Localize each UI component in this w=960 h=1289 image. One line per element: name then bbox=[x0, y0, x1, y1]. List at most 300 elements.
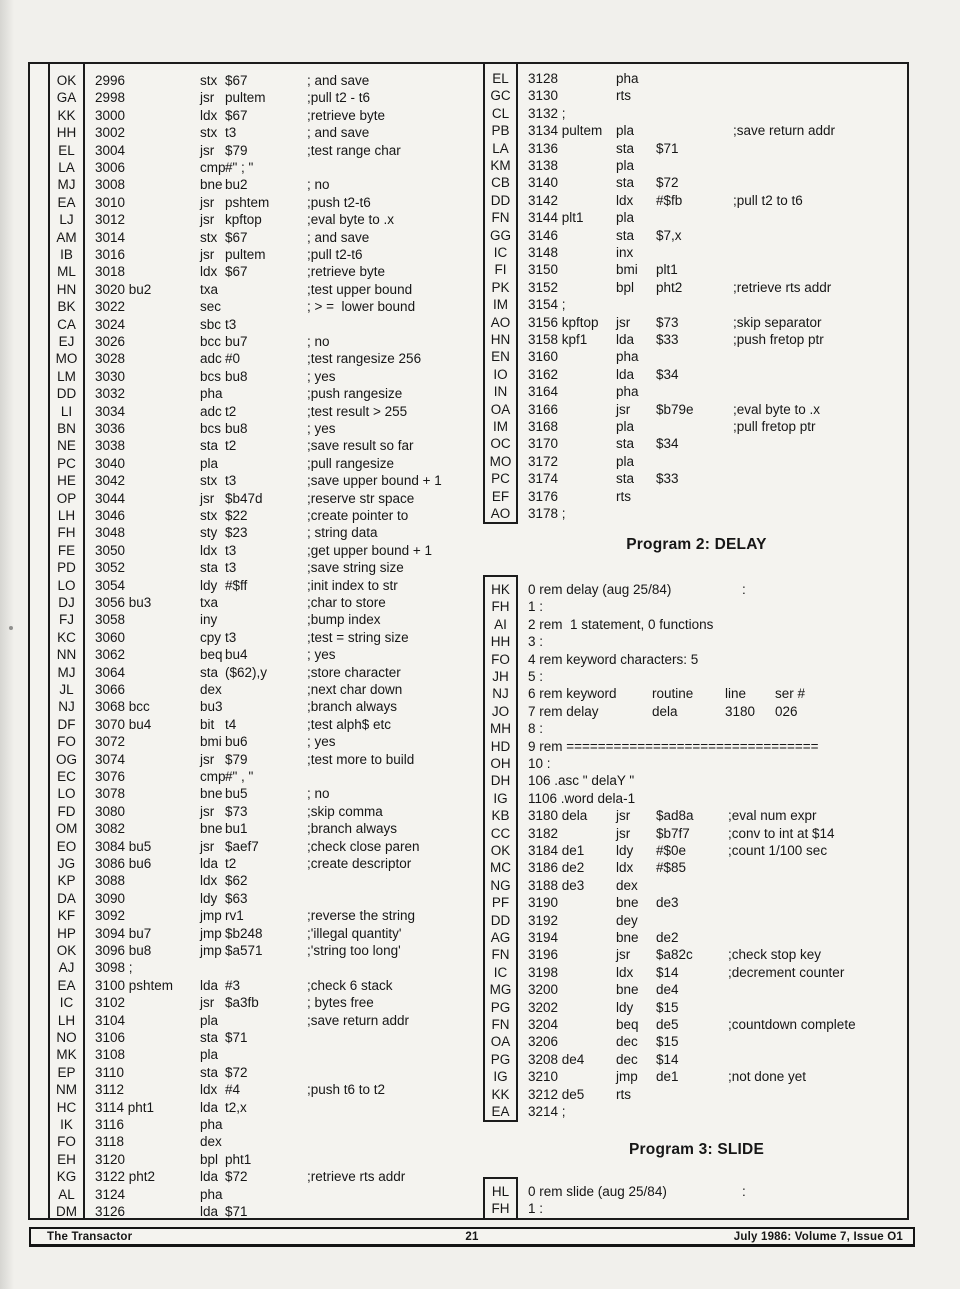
listing-text: 3180 dela bbox=[528, 808, 588, 824]
checksum-code: NG bbox=[490, 877, 511, 893]
listing-text: #$ff bbox=[225, 577, 248, 593]
listing-text: 3070 bu4 bbox=[95, 716, 152, 732]
listing-text: ;reverse the string bbox=[307, 908, 416, 924]
listing-text: de3 bbox=[656, 895, 679, 911]
checksum-code: MC bbox=[490, 860, 511, 876]
checksum-code: JH bbox=[492, 669, 509, 684]
listing-text: 3114 pht1 bbox=[95, 1099, 155, 1115]
listing-text: ;get upper bound + 1 bbox=[307, 542, 432, 558]
listing-text: sta bbox=[616, 227, 635, 243]
listing-text: jsr bbox=[616, 401, 631, 417]
listing-text: 0 rem delay (aug 25/84) bbox=[528, 582, 672, 597]
checksum-code: PG bbox=[490, 999, 511, 1015]
listing-text: dec bbox=[616, 1034, 638, 1050]
listing-text: ; > = lower bound bbox=[307, 299, 416, 315]
listing-text: 3212 de5 bbox=[528, 1086, 585, 1102]
listing-text: $22 bbox=[225, 508, 248, 523]
checksum-code: OM bbox=[55, 821, 78, 837]
checksum-code: OP bbox=[56, 490, 77, 506]
listing-text: ;test upper bound bbox=[307, 281, 413, 297]
listing-text: $71 bbox=[225, 1030, 248, 1045]
listing-text: ;branch always bbox=[307, 821, 398, 837]
listing-text: $79 bbox=[225, 751, 248, 767]
checksum-code: HN bbox=[490, 332, 511, 347]
listing-text: sta bbox=[616, 140, 635, 156]
listing-text: ldx bbox=[200, 107, 218, 123]
checksum-code: HE bbox=[57, 473, 76, 489]
checksum-code: HH bbox=[56, 125, 77, 141]
listing-text: t3 bbox=[225, 629, 237, 645]
listing-text: 3208 de4 bbox=[528, 1051, 585, 1067]
checksum-code: EF bbox=[491, 488, 510, 504]
listing-text: bne bbox=[200, 786, 223, 802]
listing-text: 3000 bbox=[95, 107, 126, 123]
checksum-code: LO bbox=[57, 577, 76, 593]
listing-text: 3170 bbox=[528, 436, 559, 452]
listing-text: ;save upper bound + 1 bbox=[307, 473, 442, 489]
listing-text: 3124 bbox=[95, 1186, 126, 1202]
listing-text: pla bbox=[616, 210, 635, 226]
listing-text: pshtem bbox=[225, 194, 270, 210]
listing-text: 4 rem keyword characters: 5 bbox=[528, 651, 699, 667]
listing-text: ;retrieve byte bbox=[307, 107, 386, 123]
listing-text: 3194 bbox=[528, 930, 559, 945]
listing-text: t3 bbox=[225, 316, 237, 332]
listing-text: ldx bbox=[200, 264, 218, 280]
checksum-code: IC bbox=[493, 964, 508, 980]
listing-text: ; yes bbox=[307, 647, 336, 663]
listing-text: plt1 bbox=[656, 262, 678, 278]
checksum-code: BN bbox=[57, 421, 76, 436]
listing-text: ;countdown complete bbox=[728, 1017, 856, 1032]
checksum-code: LA bbox=[492, 140, 509, 156]
listing-text: 3186 de2 bbox=[528, 860, 585, 876]
listing-text: 9 rem ================================ bbox=[528, 738, 819, 754]
checksum-code: OG bbox=[55, 751, 77, 767]
listing-text: 3122 pht2 bbox=[95, 1169, 156, 1185]
listing-text: ldx bbox=[200, 542, 218, 558]
checksum-code: IK bbox=[60, 1117, 73, 1132]
listing-text: jsr bbox=[616, 314, 631, 330]
checksum-code: LI bbox=[60, 403, 73, 419]
checksum-code: NE bbox=[57, 438, 76, 454]
checksum-code: DD bbox=[490, 192, 511, 208]
listing-text: dex bbox=[200, 1134, 222, 1150]
checksum-code: MK bbox=[56, 1047, 77, 1063]
listing-text: ;count 1/100 sec bbox=[728, 843, 828, 858]
listing-text: #3 bbox=[225, 977, 241, 993]
listing-text: 3120 bbox=[95, 1151, 126, 1167]
listing-text: 2 rem 1 statement, 0 functions bbox=[528, 616, 714, 632]
checksum-code: EP bbox=[57, 1064, 76, 1080]
listing-text: 1106 .word dela-1 bbox=[528, 790, 636, 806]
listing-text: sta bbox=[200, 1030, 219, 1045]
listing-text: sec bbox=[200, 299, 222, 315]
listing-text: 3108 bbox=[95, 1047, 126, 1063]
listing-text: 3054 bbox=[95, 577, 126, 593]
listing-text: 3132 ; bbox=[528, 105, 566, 121]
listing-text: 3042 bbox=[95, 473, 126, 489]
listing-text: jsr bbox=[200, 838, 215, 854]
listing-text: jsr bbox=[616, 825, 631, 841]
listing-text: lda bbox=[200, 1099, 219, 1115]
listing-text: 3036 bbox=[95, 421, 126, 436]
checksum-code: OH bbox=[490, 756, 511, 771]
listing-text: $72 bbox=[225, 1064, 248, 1080]
listing-text: 3110 bbox=[95, 1064, 125, 1080]
listing-text: $73 bbox=[225, 803, 248, 819]
listing-text: line bbox=[725, 686, 747, 702]
listing-text: 3214 ; bbox=[528, 1104, 566, 1119]
listing-text: #$fb bbox=[656, 192, 683, 208]
listing-text: beq bbox=[200, 647, 223, 663]
listing-text: t3 bbox=[225, 125, 237, 141]
listing-text: pht1 bbox=[225, 1151, 252, 1167]
listing-text: ;test = string size bbox=[307, 629, 409, 645]
listing-text: ; bytes free bbox=[307, 995, 374, 1011]
listing-text: jmp bbox=[200, 943, 222, 958]
checksum-code: EL bbox=[58, 142, 75, 158]
listing-text: pha bbox=[200, 1117, 223, 1132]
listing-text: 3196 bbox=[528, 947, 559, 963]
listing-text: 3008 bbox=[95, 177, 126, 193]
checksum-code: KK bbox=[491, 1086, 510, 1102]
listing-text: de4 bbox=[656, 982, 679, 998]
checksum-code: HD bbox=[490, 738, 511, 754]
listing-text: $a82c bbox=[656, 947, 693, 963]
listing-text: pla bbox=[200, 1047, 219, 1063]
listing-text: ;eval byte to .x bbox=[307, 212, 395, 228]
listing-text: 3178 ; bbox=[528, 506, 566, 521]
listing-text: ; yes bbox=[307, 368, 336, 384]
listing-text: ; string data bbox=[307, 525, 378, 541]
listing-text: cpy bbox=[200, 629, 222, 645]
listing-text: sta bbox=[200, 560, 219, 576]
checksum-code: BK bbox=[57, 299, 76, 315]
checksum-code: AO bbox=[490, 506, 511, 521]
listing-text: 3148 bbox=[528, 245, 559, 260]
listing-text: ; and save bbox=[307, 229, 370, 245]
listing-text: #$0e bbox=[656, 843, 687, 858]
listing-text: bmi bbox=[200, 734, 222, 750]
listing-text: t2 bbox=[225, 403, 237, 419]
listing-text: 3018 bbox=[95, 264, 126, 280]
listing-text: beq bbox=[616, 1017, 639, 1032]
listing-text: jsr bbox=[200, 751, 215, 767]
listing-text: 3034 bbox=[95, 403, 126, 419]
listing-text: ;pull rangesize bbox=[307, 455, 395, 471]
listing-text: 3004 bbox=[95, 142, 126, 158]
checksum-code: KC bbox=[57, 629, 76, 645]
listing-text: 3074 bbox=[95, 751, 126, 767]
checksum-code: NM bbox=[56, 1082, 77, 1098]
checksum-code: MO bbox=[55, 351, 78, 367]
checksum-code: DD bbox=[56, 386, 77, 402]
checksum-code: NN bbox=[56, 647, 77, 663]
listing-text: 3060 bbox=[95, 629, 126, 645]
listing-text: ;push fretop ptr bbox=[733, 332, 824, 347]
listing-text: ;pull fretop ptr bbox=[733, 419, 816, 434]
listing-text: ; and save bbox=[307, 125, 370, 141]
listing-text: pha bbox=[616, 71, 639, 86]
listing-text: 2996 bbox=[95, 73, 126, 88]
listing-text: 3100 pshtem bbox=[95, 977, 174, 993]
listing-text: $b7f7 bbox=[656, 825, 690, 841]
listing-text: sta bbox=[200, 438, 219, 454]
checksum-code: FN bbox=[491, 1017, 510, 1032]
listing-text: 3002 bbox=[95, 125, 126, 141]
listing-text: 8 : bbox=[528, 721, 544, 737]
footer-magazine-title: The Transactor bbox=[47, 1231, 133, 1243]
listing-text: ;save string size bbox=[307, 560, 404, 576]
checksum-code: PK bbox=[491, 279, 510, 295]
listing-text: $72 bbox=[225, 1169, 248, 1185]
checksum-code: DA bbox=[57, 890, 76, 906]
checksum-code: KP bbox=[57, 873, 76, 889]
checksum-code: LH bbox=[57, 1012, 76, 1028]
listing-text: 026 bbox=[775, 703, 798, 719]
listing-text: 3136 bbox=[528, 140, 559, 156]
listing-text: stx bbox=[200, 73, 218, 88]
listing-text: t2 bbox=[225, 856, 237, 871]
listing-text: dey bbox=[616, 912, 638, 928]
checksum-code: IM bbox=[493, 419, 508, 434]
listing-text: $62 bbox=[225, 873, 248, 889]
listing-text: ;init index to str bbox=[307, 577, 398, 593]
checksum-code: FN bbox=[491, 947, 510, 963]
listing-text: 3116 bbox=[95, 1117, 125, 1132]
checksum-code: KM bbox=[490, 158, 511, 173]
checksum-code: PC bbox=[57, 455, 76, 471]
listing-text: 3140 bbox=[528, 175, 559, 191]
listing-text: ldx bbox=[200, 1082, 218, 1098]
checksum-code: IG bbox=[493, 1069, 508, 1085]
listing-text: sta bbox=[616, 436, 635, 452]
listing-text: ;eval byte to .x bbox=[733, 401, 821, 417]
listing-text: bcc bbox=[200, 334, 222, 349]
listing-text: 3210 bbox=[528, 1069, 559, 1085]
checksum-code: GC bbox=[490, 88, 511, 104]
checksum-code: FJ bbox=[59, 612, 74, 628]
listing-text: kpftop bbox=[225, 212, 262, 228]
listing-text: #$85 bbox=[656, 860, 687, 876]
listing-text: ;reserve str space bbox=[307, 490, 415, 506]
listing-text: pla bbox=[200, 455, 219, 471]
listing-text: pha bbox=[616, 384, 639, 400]
listing-text: jmp bbox=[616, 1069, 638, 1085]
listing-text: cmp bbox=[200, 769, 226, 784]
listing-text: jsr bbox=[200, 142, 215, 158]
listing-text: inx bbox=[616, 245, 634, 260]
listing-text: ;save result so far bbox=[307, 438, 414, 454]
listing-text: pla bbox=[616, 453, 635, 469]
checksum-code: IN bbox=[493, 384, 508, 400]
checksum-code: JG bbox=[57, 856, 76, 871]
listing-text: $14 bbox=[656, 964, 679, 980]
checksum-code: FO bbox=[491, 651, 510, 667]
checksum-code: MJ bbox=[57, 664, 76, 680]
listing-text: bne bbox=[616, 895, 639, 911]
listing-text: adc bbox=[200, 403, 222, 419]
listing-text: 3088 bbox=[95, 873, 126, 889]
listing-text: ;'illegal quantity' bbox=[307, 925, 402, 941]
listing-text: jmp bbox=[200, 908, 222, 924]
checksum-code: HC bbox=[56, 1099, 77, 1115]
listing-text: $67 bbox=[225, 229, 248, 245]
checksum-code: MG bbox=[489, 982, 512, 998]
checksum-code: PF bbox=[491, 895, 510, 911]
checksum-code: GG bbox=[489, 227, 511, 243]
listing-text: 1 : bbox=[528, 1201, 544, 1217]
checksum-code: IG bbox=[493, 790, 508, 806]
checksum-code: DJ bbox=[58, 595, 75, 610]
listing-text: jsr bbox=[616, 808, 631, 824]
listing-text: 3080 bbox=[95, 803, 126, 819]
listing-text: ;test more to build bbox=[307, 751, 415, 767]
listing-text: ;save return addr bbox=[733, 123, 836, 139]
listing-text: pht2 bbox=[656, 279, 683, 295]
listing-text: 3062 bbox=[95, 647, 126, 663]
listing-text: 3168 bbox=[528, 419, 559, 434]
checksum-code: KK bbox=[57, 107, 76, 123]
listing-text: 5 : bbox=[528, 669, 544, 684]
checksum-code: JO bbox=[491, 703, 510, 719]
listing-text: $71 bbox=[225, 1204, 248, 1219]
listing-block-right1 bbox=[483, 63, 910, 524]
listing-text: jsr bbox=[200, 803, 215, 819]
checksum-code: EO bbox=[56, 838, 77, 854]
listing-text: 3072 bbox=[95, 734, 126, 750]
listing-block-slide bbox=[483, 1177, 910, 1219]
checksum-code: EL bbox=[492, 71, 509, 86]
listing-text: bu1 bbox=[225, 821, 248, 837]
checksum-code: MH bbox=[490, 721, 511, 737]
listing-text: pla bbox=[200, 1012, 219, 1028]
checksum-code: EA bbox=[491, 1104, 510, 1119]
listing-text: rts bbox=[616, 88, 631, 104]
checksum-code: NO bbox=[56, 1030, 77, 1045]
listing-text: ;next char down bbox=[307, 682, 403, 697]
listing-text: 3162 bbox=[528, 366, 559, 382]
listing-text: jsr bbox=[200, 194, 215, 210]
listing-text: ;create pointer to bbox=[307, 508, 409, 523]
checksum-code: CA bbox=[57, 316, 76, 332]
listing-text: 3092 bbox=[95, 908, 126, 924]
checksum-code: OK bbox=[56, 73, 77, 88]
listing-text: txa bbox=[200, 595, 219, 610]
listing-text: t3 bbox=[225, 542, 237, 558]
listing-text: bu6 bbox=[225, 734, 248, 750]
scan-edge-shadow bbox=[0, 0, 14, 1289]
listing-text: bit bbox=[200, 716, 215, 732]
listing-text: ;test result > 255 bbox=[307, 403, 408, 419]
checksum-code: OA bbox=[490, 401, 511, 417]
checksum-code: OK bbox=[490, 843, 511, 858]
checksum-code: AJ bbox=[58, 960, 75, 976]
listing-text: 3058 bbox=[95, 612, 126, 628]
listing-text: 3164 bbox=[528, 384, 559, 400]
listing-text: routine bbox=[652, 686, 694, 702]
checksum-code: FI bbox=[494, 262, 507, 278]
listing-text: ldx bbox=[616, 964, 634, 980]
listing-text: pha bbox=[200, 1186, 223, 1202]
listing-text: ($62),y bbox=[225, 664, 268, 680]
listing-text: 3104 bbox=[95, 1012, 126, 1028]
listing-text: pla bbox=[616, 419, 635, 434]
checksum-code: AG bbox=[490, 930, 511, 945]
listing-text: $23 bbox=[225, 525, 248, 541]
listing-text: 3176 bbox=[528, 488, 559, 504]
listing-text: 3010 bbox=[95, 194, 126, 210]
listing-text: ;branch always bbox=[307, 699, 398, 715]
checksum-code: IB bbox=[60, 247, 73, 262]
listing-text: ;store character bbox=[307, 664, 401, 680]
listing-text: bne bbox=[616, 982, 639, 998]
listing-text: $15 bbox=[656, 1034, 679, 1050]
listing-text: 3066 bbox=[95, 682, 126, 697]
listing-text: jsr bbox=[200, 995, 215, 1011]
listing-text: pha bbox=[200, 386, 223, 402]
footer-issue-label: July 1986: Volume 7, Issue O1 bbox=[733, 1231, 903, 1243]
listing-text: 3068 bcc bbox=[95, 699, 150, 715]
listing-text: 3016 bbox=[95, 247, 126, 262]
listing-text: bu2 bbox=[225, 177, 248, 193]
listing-text: ldy bbox=[200, 577, 218, 593]
checksum-code: DF bbox=[57, 716, 76, 732]
listing-text: jsr bbox=[200, 90, 215, 106]
listing-text: ;push t2-t6 bbox=[307, 194, 371, 210]
checksum-code: ML bbox=[57, 264, 76, 280]
listing-text: bcs bbox=[200, 421, 222, 436]
listing-text: ;test range char bbox=[307, 142, 401, 158]
checksum-code: FD bbox=[57, 803, 76, 819]
listing-text: 3096 bu8 bbox=[95, 943, 152, 958]
listing-text: 10 : bbox=[528, 756, 551, 771]
listing-text: pultem bbox=[225, 247, 266, 262]
listing-text: ;push t6 to t2 bbox=[307, 1082, 386, 1098]
listing-text: : bbox=[742, 582, 746, 597]
listing-text: 0 rem slide (aug 25/84) bbox=[528, 1184, 667, 1199]
listing-text: de2 bbox=[656, 930, 679, 945]
listing-text: lda bbox=[200, 977, 219, 993]
listing-text: 3182 bbox=[528, 825, 559, 841]
listing-text: $15 bbox=[656, 999, 679, 1015]
listing-text: lda bbox=[200, 1204, 219, 1219]
listing-text: 3064 bbox=[95, 664, 126, 680]
listing-text: bu3 bbox=[200, 699, 223, 715]
listing-text: 1 : bbox=[528, 599, 544, 615]
listing-text: stx bbox=[200, 473, 218, 489]
listing-text: 3050 bbox=[95, 542, 126, 558]
listing-text: ;test alph$ etc bbox=[307, 716, 392, 732]
checksum-code: PD bbox=[57, 560, 76, 576]
program-2-heading: Program 2: DELAY bbox=[626, 536, 767, 553]
checksum-code: IC bbox=[493, 245, 508, 260]
checksum-code: HK bbox=[491, 582, 510, 597]
listing-text: 106 .asc " delaY " bbox=[528, 773, 635, 789]
listing-text: ;char to store bbox=[307, 595, 386, 610]
listing-text: 3160 bbox=[528, 349, 559, 365]
listing-text: 3032 bbox=[95, 386, 126, 402]
listing-text: bu5 bbox=[225, 786, 248, 802]
listing-text: stx bbox=[200, 508, 218, 523]
listing-text: sta bbox=[200, 1064, 219, 1080]
listing-text: ;check 6 stack bbox=[307, 977, 393, 993]
listing-text: jsr bbox=[200, 212, 215, 228]
listing-text: ; no bbox=[307, 786, 330, 802]
listing-text: $ad8a bbox=[656, 808, 694, 824]
listing-text: 3040 bbox=[95, 455, 126, 471]
